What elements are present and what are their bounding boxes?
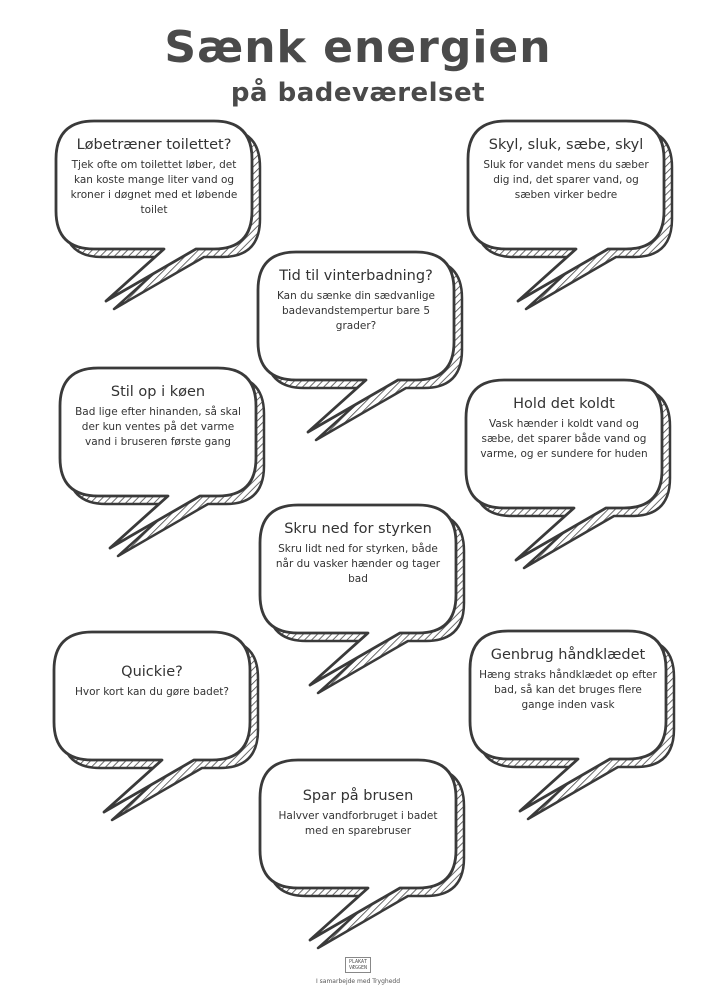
- bubble-title: Genbrug håndklædet: [490, 647, 646, 663]
- speech-bubble: [48, 626, 268, 826]
- bubble-body: Hvor kort kan du gøre badet?: [75, 685, 229, 698]
- bubble-title: Hold det koldt: [513, 396, 615, 412]
- bubble-body: Vask hænder i koldt vand og sæbe, det sparer både vand og varme, og er sundere for huden: [480, 417, 648, 461]
- page-title: Sænk energien: [164, 22, 552, 73]
- bubble-title: Quickie?: [121, 664, 183, 680]
- bubble-body: Bad lige efter hinanden, så skal der kun ventes på det varme vand i bruseren første gang: [75, 405, 241, 449]
- bubble-body: Sluk for vandet mens du sæber dig ind, det sparer vand, og sæben virker bedre: [483, 158, 649, 202]
- speech-bubble: [464, 625, 684, 825]
- page-subtitle: på badeværelset: [230, 78, 486, 108]
- bubble-body: Hæng straks håndklædet op efter bad, så kan det bruges flere gange inden vask: [479, 668, 657, 712]
- bubble-outline: [54, 632, 250, 812]
- speech-bubble-shape: [48, 626, 268, 826]
- bubble-title: Skyl, sluk, sæbe, skyl: [488, 137, 644, 153]
- footer-credit: I samarbejde med Tryghedd: [315, 978, 400, 985]
- speech-bubble: [50, 115, 270, 315]
- plakatvaeggen-logo: PLAKAT VÆGGEN: [333, 957, 383, 975]
- bubble-title: Løbetræner toilettet?: [76, 137, 232, 153]
- bubble-body: Kan du sænke din sædvanlige badevandstempertur bare 5 grader?: [276, 289, 435, 333]
- bubble-body: Skru lidt ned for styrken, både når du vasker hænder og tager bad: [275, 542, 441, 586]
- speech-bubble: [254, 754, 474, 954]
- bubble-outline: [260, 760, 456, 940]
- bubble-title: Skru ned for styrken: [284, 521, 432, 537]
- bubble-title: Spar på brusen: [302, 788, 414, 804]
- bubble-body: Halvver vandforbruget i badet med en sparebruser: [278, 809, 438, 837]
- speech-bubble: [460, 374, 680, 574]
- bubble-body: Tjek ofte om toilettet løber, det kan koste mange liter vand og kroner i døgnet med et løbende toilet: [70, 158, 238, 217]
- speech-bubble: [252, 246, 472, 446]
- bubble-title: Stil op i køen: [110, 384, 206, 400]
- speech-bubble: [462, 115, 682, 315]
- speech-bubble: [254, 499, 474, 699]
- speech-bubble: [54, 362, 274, 562]
- speech-bubble-shape: [254, 754, 474, 954]
- bubble-title: Tid til vinterbadning?: [279, 268, 433, 284]
